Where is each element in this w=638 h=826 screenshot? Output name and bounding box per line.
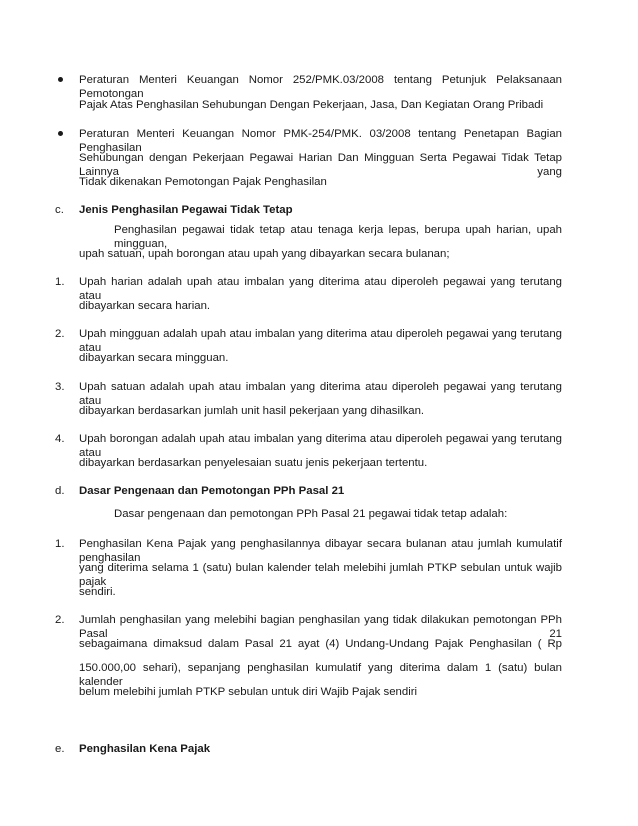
section-c-item-1-line-1: Upah harian adalah upah atau imbalan yang diterima atau diperoleh pegawai yang terutang atau — [79, 276, 562, 302]
section-d-heading: Dasar Pengenaan dan Pemotongan PPh Pasal 21 — [79, 485, 345, 497]
section-c-item-3-number: 3. — [55, 381, 65, 393]
section-c-item-4-line-1: Upah borongan adalah upah atau imbalan yang diterima atau diperoleh pegawai yang terutang atau — [79, 433, 562, 459]
section-d-item-1-line-2: yang diterima selama 1 (satu) bulan kalender telah melebihi jumlah PTKP sebulan untuk wajib pajak — [79, 562, 562, 588]
section-c-item-4-number: 4. — [55, 433, 65, 445]
section-c-item-2-line-1: Upah mingguan adalah upah atau imbalan yang diterima atau diperoleh pegawai yang terutang atau — [79, 328, 562, 354]
section-d-item-2-number: 2. — [55, 614, 65, 626]
section-d-item-1-number: 1. — [55, 538, 65, 550]
section-c-item-2-line-2: dibayarkan secara mingguan. — [79, 352, 229, 364]
section-c-item-3-line-1: Upah satuan adalah upah atau imbalan yang diterima atau diperoleh pegawai yang terutang atau — [79, 381, 562, 407]
section-d-item-2-line-2: sebagaimana dimaksud dalam Pasal 21 ayat (4) Undang-Undang Pajak Penghasilan ( Rp — [79, 638, 562, 650]
section-c-item-4-line-2: dibayarkan berdasarkan penyelesaian suatu jenis pekerjaan tertentu. — [79, 457, 428, 469]
bullet-dot-icon — [58, 77, 63, 82]
section-c-item-3-line-2: dibayarkan berdasarkan jumlah unit hasil pekerjaan yang dihasilkan. — [79, 405, 425, 417]
section-c-item-1-line-2: dibayarkan secara harian. — [79, 300, 211, 312]
bullet-2-line-1: Peraturan Menteri Keuangan Nomor PMK-254/PMK. 03/2008 tentang Penetapan Bagian Penghasilan — [79, 128, 562, 154]
section-c-intro-line-1: Penghasilan pegawai tidak tetap atau tenaga kerja lepas, berupa upah harian, upah mingguan, — [114, 224, 562, 250]
bullet-dot-icon — [58, 131, 63, 136]
bullet-1-line-1: Peraturan Menteri Keuangan Nomor 252/PMK.03/2008 tentang Petunjuk Pelaksanaan Pemotongan — [79, 74, 562, 100]
section-e-heading: Penghasilan Kena Pajak — [79, 743, 211, 755]
section-d-item-2-line-3: 150.000,00 sehari), sepanjang penghasilan kumulatif yang diterima dalam 1 (satu) bulan kalender — [79, 662, 562, 688]
bullet-2-line-2: Sehubungan dengan Pekerjaan Pegawai Harian Dan Mingguan Serta Pegawai Tidak Tetap Lainnya yang — [79, 152, 562, 178]
section-c-heading: Jenis Penghasilan Pegawai Tidak Tetap — [79, 204, 293, 216]
section-d-intro-line-1: Dasar pengenaan dan pemotongan PPh Pasal 21 pegawai tidak tetap adalah: — [114, 508, 508, 520]
bullet-2-line-3: Tidak dikenakan Pemotongan Pajak Penghasilan — [79, 176, 327, 188]
section-d-item-1-line-1: Penghasilan Kena Pajak yang penghasilannya dibayar secara bulanan atau jumlah kumulatif penghasilan — [79, 538, 562, 564]
section-d-item-2-line-4: belum melebihi jumlah PTKP sebulan untuk diri Wajib Pajak sendiri — [79, 686, 418, 698]
section-d-item-2-line-1: Jumlah penghasilan yang melebihi bagian penghasilan yang tidak dilakukan pemotongan PPh Pasal 21 — [79, 614, 562, 640]
bullet-1-line-2: Pajak Atas Penghasilan Sehubungan Dengan Pekerjaan, Jasa, Dan Kegiatan Orang Pribadi — [79, 99, 544, 111]
section-c-marker: c. — [55, 204, 64, 216]
section-c-item-2-number: 2. — [55, 328, 65, 340]
section-d-marker: d. — [55, 485, 65, 497]
section-e-marker: e. — [55, 743, 65, 755]
section-c-item-1-number: 1. — [55, 276, 65, 288]
section-c-intro-line-2: upah satuan, upah borongan atau upah yang dibayarkan secara bulanan; — [79, 248, 450, 260]
section-d-item-1-line-3: sendiri. — [79, 586, 116, 598]
